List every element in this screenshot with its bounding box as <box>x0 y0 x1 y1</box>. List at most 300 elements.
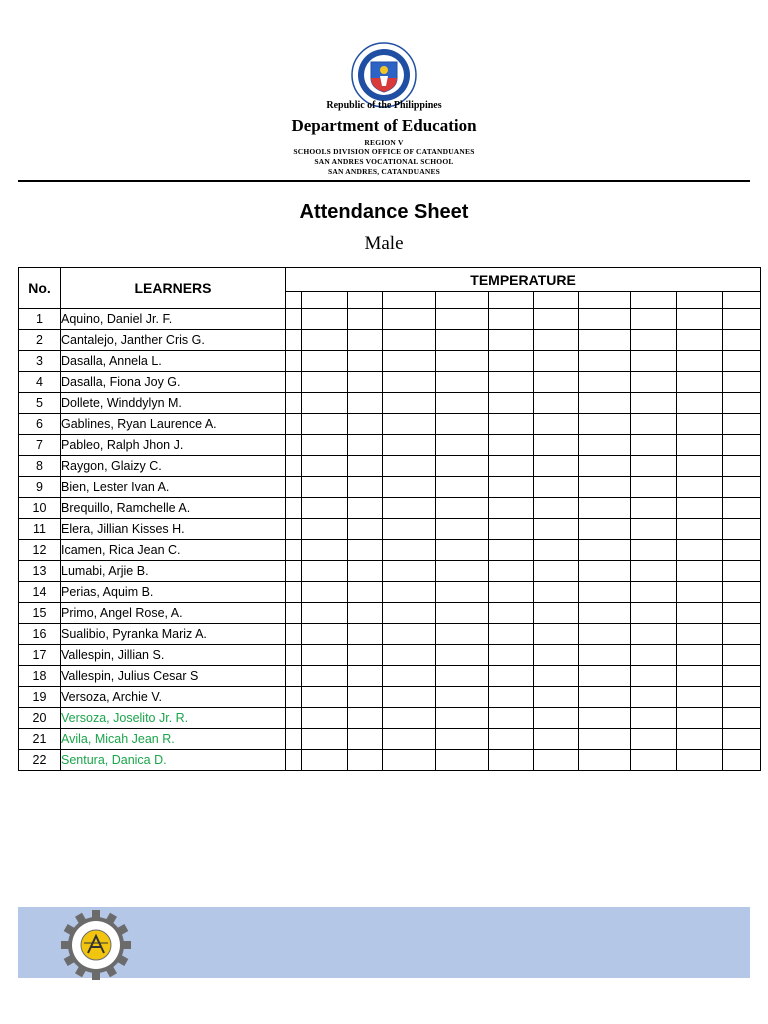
temperature-cell[interactable] <box>677 477 723 498</box>
temperature-cell[interactable] <box>302 729 348 750</box>
temperature-cell[interactable] <box>286 519 302 540</box>
learner-name: Avila, Micah Jean R. <box>61 729 286 750</box>
temperature-cell[interactable] <box>286 330 302 351</box>
temperature-cell[interactable] <box>436 330 489 351</box>
temperature-cell[interactable] <box>534 477 579 498</box>
temperature-cell[interactable] <box>286 435 302 456</box>
temperature-cell[interactable] <box>302 708 348 729</box>
temperature-cell[interactable] <box>579 708 631 729</box>
temperature-cell[interactable] <box>677 666 723 687</box>
table-row <box>19 540 761 561</box>
row-number: 22 <box>19 750 61 771</box>
temperature-cell[interactable] <box>348 309 383 330</box>
temperature-cell[interactable] <box>579 309 631 330</box>
temperature-cell[interactable] <box>436 729 489 750</box>
temperature-cell[interactable] <box>489 540 534 561</box>
temperature-cell[interactable] <box>631 435 677 456</box>
temperature-cell[interactable] <box>489 477 534 498</box>
table-row <box>19 351 761 372</box>
temperature-cell[interactable] <box>302 750 348 771</box>
temperature-cell[interactable] <box>579 582 631 603</box>
temperature-cell[interactable] <box>723 393 761 414</box>
temperature-cell[interactable] <box>534 750 579 771</box>
temperature-cell[interactable] <box>348 540 383 561</box>
temperature-cell[interactable] <box>286 351 302 372</box>
row-number: 21 <box>19 729 61 750</box>
temperature-cell[interactable] <box>383 477 436 498</box>
temperature-cell[interactable] <box>436 393 489 414</box>
temperature-cell[interactable] <box>348 582 383 603</box>
temperature-cell[interactable] <box>383 582 436 603</box>
republic-line: Republic of the Philippines <box>326 100 442 111</box>
temperature-cell[interactable] <box>383 729 436 750</box>
temperature-cell[interactable] <box>534 729 579 750</box>
temperature-cell[interactable] <box>383 351 436 372</box>
temperature-cell[interactable] <box>534 414 579 435</box>
temperature-cell[interactable] <box>723 624 761 645</box>
temperature-cell[interactable] <box>631 729 677 750</box>
temperature-cell[interactable] <box>723 708 761 729</box>
temperature-cell[interactable] <box>436 309 489 330</box>
temp-subcell[interactable] <box>579 292 631 309</box>
temperature-cell[interactable] <box>677 582 723 603</box>
temperature-cell[interactable] <box>723 582 761 603</box>
temperature-cell[interactable] <box>631 393 677 414</box>
temperature-cell[interactable] <box>579 330 631 351</box>
temperature-cell[interactable] <box>286 645 302 666</box>
temperature-cell[interactable] <box>286 309 302 330</box>
temperature-cell[interactable] <box>723 603 761 624</box>
temperature-cell[interactable] <box>302 372 348 393</box>
temperature-cell[interactable] <box>348 393 383 414</box>
temperature-cell[interactable] <box>723 477 761 498</box>
temperature-cell[interactable] <box>489 666 534 687</box>
temperature-cell[interactable] <box>302 498 348 519</box>
temperature-cell[interactable] <box>286 372 302 393</box>
temperature-cell[interactable] <box>436 351 489 372</box>
temperature-cell[interactable] <box>723 309 761 330</box>
temperature-cell[interactable] <box>436 582 489 603</box>
temperature-cell[interactable] <box>631 750 677 771</box>
temperature-cell[interactable] <box>383 603 436 624</box>
temperature-cell[interactable] <box>631 477 677 498</box>
temperature-cell[interactable] <box>348 435 383 456</box>
temperature-cell[interactable] <box>302 351 348 372</box>
temperature-cell[interactable] <box>631 519 677 540</box>
table-row <box>19 750 761 771</box>
temperature-cell[interactable] <box>383 372 436 393</box>
temp-subcell[interactable] <box>677 292 723 309</box>
temperature-cell[interactable] <box>286 624 302 645</box>
temperature-cell[interactable] <box>286 582 302 603</box>
temperature-cell[interactable] <box>286 540 302 561</box>
row-number: 13 <box>19 561 61 582</box>
temperature-cell[interactable] <box>579 687 631 708</box>
temperature-cell[interactable] <box>348 498 383 519</box>
table-row <box>19 687 761 708</box>
learner-name: Sualibio, Pyranka Mariz A. <box>61 624 286 645</box>
table-row <box>19 330 761 351</box>
temperature-cell[interactable] <box>302 687 348 708</box>
row-number: 11 <box>19 519 61 540</box>
learner-name: Dollete, Winddylyn M. <box>61 393 286 414</box>
temperature-cell[interactable] <box>723 519 761 540</box>
temperature-cell[interactable] <box>723 687 761 708</box>
temperature-cell[interactable] <box>534 561 579 582</box>
temperature-cell[interactable] <box>302 582 348 603</box>
temperature-cell[interactable] <box>677 393 723 414</box>
temperature-cell[interactable] <box>489 372 534 393</box>
learner-name: Icamen, Rica Jean C. <box>61 540 286 561</box>
temperature-cell[interactable] <box>302 477 348 498</box>
temperature-cell[interactable] <box>348 351 383 372</box>
temperature-cell[interactable] <box>436 624 489 645</box>
temperature-cell[interactable] <box>436 540 489 561</box>
temperature-cell[interactable] <box>348 519 383 540</box>
temperature-cell[interactable] <box>348 750 383 771</box>
temperature-cell[interactable] <box>489 582 534 603</box>
temperature-cell[interactable] <box>489 561 534 582</box>
learner-name: Dasalla, Annela L. <box>61 351 286 372</box>
temperature-cell[interactable] <box>286 477 302 498</box>
temperature-cell[interactable] <box>631 414 677 435</box>
temp-subcell[interactable] <box>302 292 348 309</box>
temperature-cell[interactable] <box>723 414 761 435</box>
temperature-cell[interactable] <box>489 393 534 414</box>
temperature-cell[interactable] <box>677 603 723 624</box>
temperature-cell[interactable] <box>534 456 579 477</box>
temperature-cell[interactable] <box>723 498 761 519</box>
temp-subcell[interactable] <box>631 292 677 309</box>
temperature-cell[interactable] <box>677 561 723 582</box>
table-row <box>19 393 761 414</box>
temperature-cell[interactable] <box>677 540 723 561</box>
temperature-cell[interactable] <box>489 729 534 750</box>
temperature-cell[interactable] <box>534 435 579 456</box>
temperature-cell[interactable] <box>631 456 677 477</box>
temperature-cell[interactable] <box>723 561 761 582</box>
learner-name: Lumabi, Arjie B. <box>61 561 286 582</box>
temp-subcell[interactable] <box>723 292 761 309</box>
temp-subcell[interactable] <box>534 292 579 309</box>
table-row <box>19 372 761 393</box>
temperature-cell[interactable] <box>286 666 302 687</box>
temperature-cell[interactable] <box>677 624 723 645</box>
temperature-cell[interactable] <box>436 708 489 729</box>
temp-subcell[interactable] <box>286 292 302 309</box>
temperature-cell[interactable] <box>348 477 383 498</box>
temperature-cell[interactable] <box>348 624 383 645</box>
temperature-cell[interactable] <box>302 393 348 414</box>
temperature-cell[interactable] <box>286 687 302 708</box>
temperature-cell[interactable] <box>383 393 436 414</box>
temperature-cell[interactable] <box>348 330 383 351</box>
temperature-cell[interactable] <box>677 435 723 456</box>
temperature-cell[interactable] <box>579 456 631 477</box>
temperature-cell[interactable] <box>302 540 348 561</box>
temperature-cell[interactable] <box>383 330 436 351</box>
temperature-cell[interactable] <box>436 435 489 456</box>
temperature-cell[interactable] <box>302 561 348 582</box>
table-row <box>19 666 761 687</box>
temperature-cell[interactable] <box>489 498 534 519</box>
temperature-cell[interactable] <box>677 372 723 393</box>
table-row <box>19 477 761 498</box>
learner-name: Gablines, Ryan Laurence A. <box>61 414 286 435</box>
temperature-cell[interactable] <box>677 414 723 435</box>
temperature-cell[interactable] <box>436 750 489 771</box>
row-number: 1 <box>19 309 61 330</box>
temperature-cell[interactable] <box>723 729 761 750</box>
temperature-cell[interactable] <box>348 645 383 666</box>
school-line: SAN ANDRES VOCATIONAL SCHOOL <box>314 157 454 166</box>
temperature-cell[interactable] <box>489 435 534 456</box>
temperature-cell[interactable] <box>489 330 534 351</box>
temperature-cell[interactable] <box>579 393 631 414</box>
temperature-cell[interactable] <box>348 729 383 750</box>
temperature-cell[interactable] <box>436 498 489 519</box>
temperature-cell[interactable] <box>436 687 489 708</box>
temperature-cell[interactable] <box>348 708 383 729</box>
temperature-cell[interactable] <box>489 624 534 645</box>
temperature-cell[interactable] <box>348 561 383 582</box>
temperature-cell[interactable] <box>534 498 579 519</box>
temperature-cell[interactable] <box>534 582 579 603</box>
temperature-cell[interactable] <box>677 498 723 519</box>
temperature-cell[interactable] <box>436 519 489 540</box>
table-row <box>19 498 761 519</box>
temperature-cell[interactable] <box>489 687 534 708</box>
temp-subcell[interactable] <box>489 292 534 309</box>
temperature-cell[interactable] <box>579 561 631 582</box>
temperature-cell[interactable] <box>677 708 723 729</box>
temperature-cell[interactable] <box>302 603 348 624</box>
temperature-cell[interactable] <box>383 435 436 456</box>
temperature-cell[interactable] <box>489 351 534 372</box>
temperature-cell[interactable] <box>286 414 302 435</box>
temperature-cell[interactable] <box>302 645 348 666</box>
temperature-cell[interactable] <box>677 750 723 771</box>
temperature-cell[interactable] <box>383 645 436 666</box>
temperature-cell[interactable] <box>436 666 489 687</box>
temperature-cell[interactable] <box>383 666 436 687</box>
attendance-table <box>18 267 761 771</box>
table-row <box>19 708 761 729</box>
temperature-cell[interactable] <box>723 435 761 456</box>
temperature-cell[interactable] <box>383 498 436 519</box>
temperature-cell[interactable] <box>677 687 723 708</box>
temperature-cell[interactable] <box>302 456 348 477</box>
temperature-cell[interactable] <box>579 603 631 624</box>
temperature-cell[interactable] <box>436 603 489 624</box>
table-row <box>19 519 761 540</box>
learner-name: Pableo, Ralph Jhon J. <box>61 435 286 456</box>
temperature-cell[interactable] <box>302 330 348 351</box>
temperature-cell[interactable] <box>631 372 677 393</box>
temperature-cell[interactable] <box>534 666 579 687</box>
temperature-cell[interactable] <box>723 456 761 477</box>
temperature-cell[interactable] <box>534 603 579 624</box>
temperature-cell[interactable] <box>579 477 631 498</box>
temperature-cell[interactable] <box>489 456 534 477</box>
temperature-cell[interactable] <box>286 708 302 729</box>
temp-subcell[interactable] <box>383 292 436 309</box>
temperature-cell[interactable] <box>348 603 383 624</box>
footer-band <box>18 907 750 978</box>
learner-name: Primo, Angel Rose, A. <box>61 603 286 624</box>
temperature-cell[interactable] <box>677 519 723 540</box>
temperature-cell[interactable] <box>579 498 631 519</box>
temperature-cell[interactable] <box>579 519 631 540</box>
temperature-cell[interactable] <box>489 645 534 666</box>
temperature-cell[interactable] <box>534 330 579 351</box>
temperature-cell[interactable] <box>383 309 436 330</box>
temperature-cell[interactable] <box>383 456 436 477</box>
table-row <box>19 582 761 603</box>
temperature-cell[interactable] <box>631 603 677 624</box>
temperature-cell[interactable] <box>631 687 677 708</box>
temperature-cell[interactable] <box>302 414 348 435</box>
temp-subcell[interactable] <box>348 292 383 309</box>
temperature-cell[interactable] <box>579 624 631 645</box>
temperature-cell[interactable] <box>534 540 579 561</box>
temperature-cell[interactable] <box>723 372 761 393</box>
temperature-cell[interactable] <box>383 687 436 708</box>
temperature-cell[interactable] <box>348 687 383 708</box>
temperature-cell[interactable] <box>436 561 489 582</box>
temp-subcell[interactable] <box>436 292 489 309</box>
temperature-cell[interactable] <box>489 708 534 729</box>
table-row <box>19 561 761 582</box>
temperature-cell[interactable] <box>436 372 489 393</box>
temperature-cell[interactable] <box>534 372 579 393</box>
temperature-cell[interactable] <box>631 582 677 603</box>
temperature-cell[interactable] <box>383 519 436 540</box>
temperature-cell[interactable] <box>579 750 631 771</box>
school-gear-logo-icon <box>60 909 132 981</box>
table-row <box>19 435 761 456</box>
temperature-cell[interactable] <box>579 414 631 435</box>
temperature-cell[interactable] <box>534 624 579 645</box>
column-header-temperature: TEMPERATURE <box>286 268 761 292</box>
temperature-cell[interactable] <box>286 498 302 519</box>
temperature-cell[interactable] <box>579 351 631 372</box>
temperature-cell[interactable] <box>579 645 631 666</box>
temperature-cell[interactable] <box>534 708 579 729</box>
temperature-cell[interactable] <box>723 666 761 687</box>
temperature-cell[interactable] <box>631 330 677 351</box>
temperature-cell[interactable] <box>579 666 631 687</box>
temperature-cell[interactable] <box>348 666 383 687</box>
temperature-cell[interactable] <box>286 750 302 771</box>
temperature-cell[interactable] <box>383 708 436 729</box>
temperature-cell[interactable] <box>302 624 348 645</box>
temperature-cell[interactable] <box>436 477 489 498</box>
row-number: 19 <box>19 687 61 708</box>
temperature-cell[interactable] <box>489 414 534 435</box>
learner-name: Bien, Lester Ivan A. <box>61 477 286 498</box>
temperature-cell[interactable] <box>302 309 348 330</box>
temperature-cell[interactable] <box>723 351 761 372</box>
temperature-cell[interactable] <box>286 729 302 750</box>
temperature-cell[interactable] <box>534 309 579 330</box>
deped-seal-icon <box>351 42 417 108</box>
temperature-cell[interactable] <box>723 330 761 351</box>
temperature-cell[interactable] <box>677 729 723 750</box>
temperature-cell[interactable] <box>383 624 436 645</box>
temperature-cell[interactable] <box>723 540 761 561</box>
temperature-cell[interactable] <box>631 351 677 372</box>
temperature-cell[interactable] <box>579 435 631 456</box>
temperature-cell[interactable] <box>631 708 677 729</box>
temperature-cell[interactable] <box>383 561 436 582</box>
temperature-cell[interactable] <box>534 393 579 414</box>
temperature-cell[interactable] <box>383 540 436 561</box>
temperature-cell[interactable] <box>677 351 723 372</box>
temperature-cell[interactable] <box>383 414 436 435</box>
temperature-cell[interactable] <box>677 330 723 351</box>
temperature-cell[interactable] <box>723 645 761 666</box>
temperature-cell[interactable] <box>631 561 677 582</box>
temperature-cell[interactable] <box>489 519 534 540</box>
temperature-cell[interactable] <box>302 435 348 456</box>
table-row <box>19 603 761 624</box>
temperature-cell[interactable] <box>348 414 383 435</box>
temperature-cell[interactable] <box>723 750 761 771</box>
learner-name: Dasalla, Fiona Joy G. <box>61 372 286 393</box>
temperature-cell[interactable] <box>436 414 489 435</box>
learner-name: Sentura, Danica D. <box>61 750 286 771</box>
temperature-cell[interactable] <box>534 687 579 708</box>
temperature-cell[interactable] <box>489 603 534 624</box>
temperature-cell[interactable] <box>631 540 677 561</box>
temperature-cell[interactable] <box>631 645 677 666</box>
temperature-cell[interactable] <box>302 666 348 687</box>
row-number: 4 <box>19 372 61 393</box>
learner-name: Cantalejo, Janther Cris G. <box>61 330 286 351</box>
temperature-cell[interactable] <box>286 393 302 414</box>
temperature-cell[interactable] <box>489 309 534 330</box>
temperature-cell[interactable] <box>383 750 436 771</box>
temperature-cell[interactable] <box>631 624 677 645</box>
temperature-cell[interactable] <box>631 498 677 519</box>
temperature-cell[interactable] <box>579 729 631 750</box>
temperature-cell[interactable] <box>286 456 302 477</box>
temperature-cell[interactable] <box>534 519 579 540</box>
temperature-cell[interactable] <box>286 561 302 582</box>
learner-name: Vallespin, Jillian S. <box>61 645 286 666</box>
temperature-cell[interactable] <box>436 456 489 477</box>
temperature-cell[interactable] <box>436 645 489 666</box>
temperature-cell[interactable] <box>534 351 579 372</box>
temperature-cell[interactable] <box>677 645 723 666</box>
temperature-cell[interactable] <box>286 603 302 624</box>
temperature-cell[interactable] <box>631 666 677 687</box>
row-number: 8 <box>19 456 61 477</box>
temperature-cell[interactable] <box>677 456 723 477</box>
temperature-cell[interactable] <box>631 309 677 330</box>
temperature-cell[interactable] <box>348 372 383 393</box>
temperature-cell[interactable] <box>579 372 631 393</box>
temperature-cell[interactable] <box>677 309 723 330</box>
temperature-cell[interactable] <box>489 750 534 771</box>
row-number: 3 <box>19 351 61 372</box>
temperature-cell[interactable] <box>579 540 631 561</box>
temperature-cell[interactable] <box>348 456 383 477</box>
row-number: 20 <box>19 708 61 729</box>
temperature-cell[interactable] <box>534 645 579 666</box>
temperature-cell[interactable] <box>302 519 348 540</box>
